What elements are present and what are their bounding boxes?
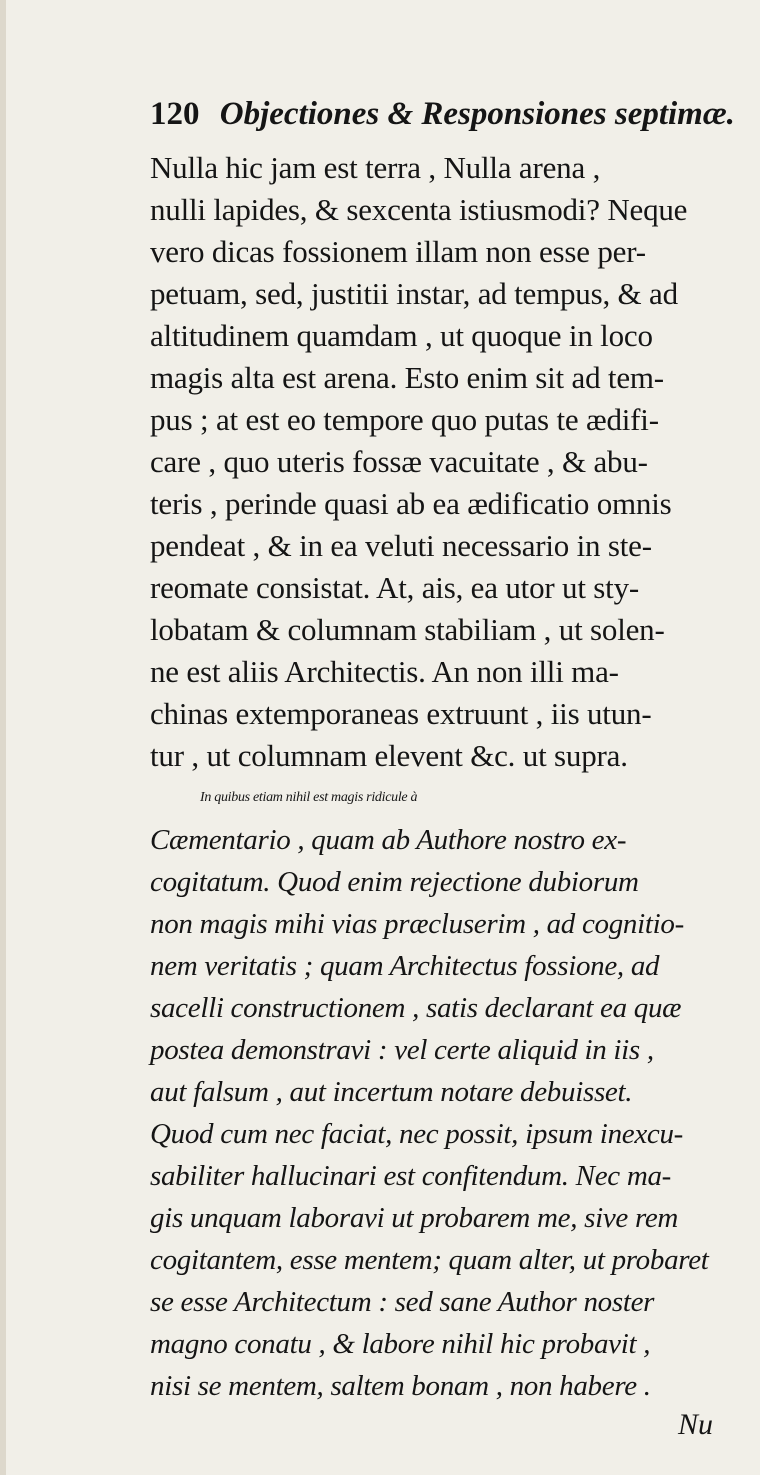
text-line: petuam, sed, justitii instar, ad tempus, & ad: [150, 276, 678, 311]
text-line-italic: Cæmentario , quam ab Authore nostro ex-: [150, 824, 627, 856]
catchword: Nu: [678, 1408, 714, 1441]
text-line-italic: nem veritatis ; quam Architectus fossione, ad: [150, 950, 660, 982]
text-line-italic: non magis mihi vias præcluserim , ad cognitio-: [150, 908, 684, 940]
text-line-italic: aut falsum , aut incertum notare debuisset.: [150, 1076, 633, 1108]
running-title: Objectiones & Responsiones septimæ.: [219, 96, 735, 132]
text-line-italic: sacelli constructionem , satis declarant ea quæ: [150, 992, 682, 1024]
text-line: altitudinem quamdam , ut quoque in loco: [150, 318, 653, 353]
text-line: vero dicas fossionem illam non esse per-: [150, 234, 646, 269]
text-line-italic: nisi se mentem, saltem bonam , non habere .: [150, 1370, 651, 1402]
text-line: pendeat , & in ea veluti necessario in ste-: [150, 528, 652, 563]
text-line: reomate consistat. At, ais, ea utor ut sty-: [150, 570, 640, 605]
text-line: nulli lapides, & sexcenta istiusmodi? Neque: [150, 192, 688, 227]
text-line-italic: Quod cum nec faciat, nec possit, ipsum inexcu-: [150, 1118, 684, 1150]
text-line-italic: se esse Architectum : sed sane Author noster: [150, 1286, 655, 1318]
text-line-italic: gis unquam laboravi ut probarem me, sive rem: [150, 1202, 679, 1234]
text-line-italic: sabiliter hallucinari est confitendum. Nec ma-: [150, 1160, 672, 1192]
page-number: 120: [150, 96, 200, 132]
text-line: pus ; at est eo tempore quo putas te ædifi-: [150, 402, 659, 437]
gutter-shadow: [0, 0, 6, 1475]
text-line: Nulla hic jam est terra , Nulla arena ,: [150, 150, 601, 185]
page-header: [150, 92, 735, 136]
text-line: magis alta est arena. Esto enim sit ad tem-: [150, 360, 664, 395]
text-line-italic: cogitantem, esse mentem; quam alter, ut probaret: [150, 1244, 709, 1276]
text-line-italic: postea demonstravi : vel certe aliquid in iis ,: [150, 1034, 654, 1066]
text-line: teris , perinde quasi ab ea ædificatio omnis: [150, 486, 672, 521]
text-line-italic: cogitatum. Quod enim rejectione dubiorum: [150, 866, 639, 898]
text-line-italic: magno conatu , & labore nihil hic probavit ,: [150, 1328, 651, 1360]
text-line: ne est aliis Architectis. An non illi ma-: [150, 654, 619, 689]
text-line: care , quo uteris fossæ vacuitate , & abu-: [150, 444, 648, 479]
text-line: lobatam & columnam stabiliam , ut solen-: [150, 612, 665, 647]
text-line: tur , ut columnam elevent &c. ut supra.: [150, 738, 628, 773]
text-line: chinas extemporaneas extruunt , iis utun-: [150, 696, 652, 731]
text-line-italic: In quibus etiam nihil est magis ridicule à: [200, 790, 418, 805]
